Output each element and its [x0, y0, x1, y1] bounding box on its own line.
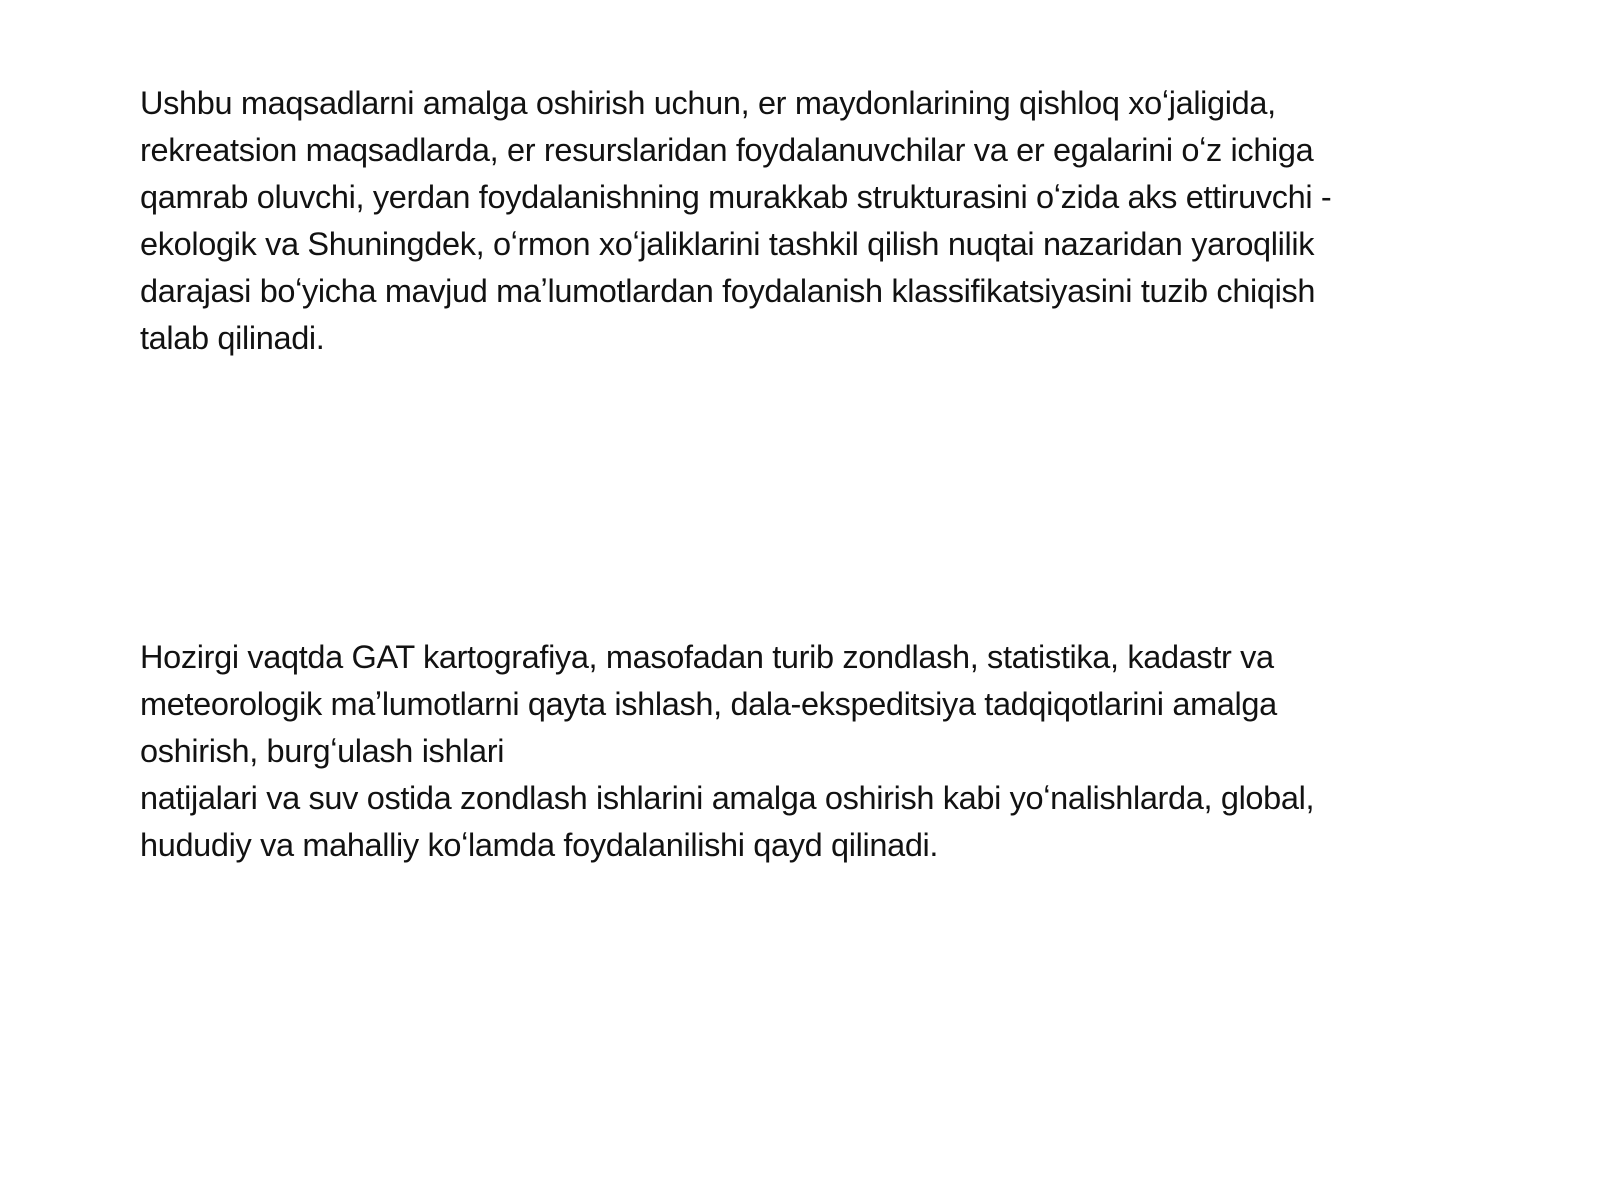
text-line: hududiy va mahalliy koʻlamda foydalanilishi qayd qilinadi. — [140, 827, 939, 863]
paragraph-goals — [140, 80, 1515, 362]
text-line: talab qilinadi. — [140, 320, 325, 356]
text-line: natijalari va suv ostida zondlash ishlarini amalga oshirish kabi yoʻnalishlarda, global, — [140, 780, 1315, 816]
text-line: oshirish, burgʻulash ishlari — [140, 733, 505, 769]
text-line: meteorologik maʼlumotlarni qayta ishlash, dala-ekspeditsiya tadqiqotlarini amalga — [140, 686, 1277, 722]
text-line: qamrab oluvchi, yerdan foydalanishning murakkab strukturasini oʻzida aks ettiruvchi - — [140, 179, 1332, 215]
paragraph-gat-usage — [140, 634, 1515, 869]
text-line: ekologik va Shuningdek, oʻrmon xoʻjaliklarini tashkil qilish nuqtai nazaridan yaroqlilik — [140, 226, 1315, 262]
text-line: Ushbu maqsadlarni amalga oshirish uchun, er maydonlarining qishloq xoʻjaligida, — [140, 85, 1276, 121]
text-line: rekreatsion maqsadlarda, er resurslaridan foydalanuvchilar va er egalarini oʻz ichiga — [140, 132, 1314, 168]
text-line: darajasi boʻyicha mavjud maʼlumotlardan foydalanish klassifikatsiyasini tuzib chiqish — [140, 273, 1316, 309]
text-line: Hozirgi vaqtda GAT kartografiya, masofadan turib zondlash, statistika, kadastr va — [140, 639, 1274, 675]
